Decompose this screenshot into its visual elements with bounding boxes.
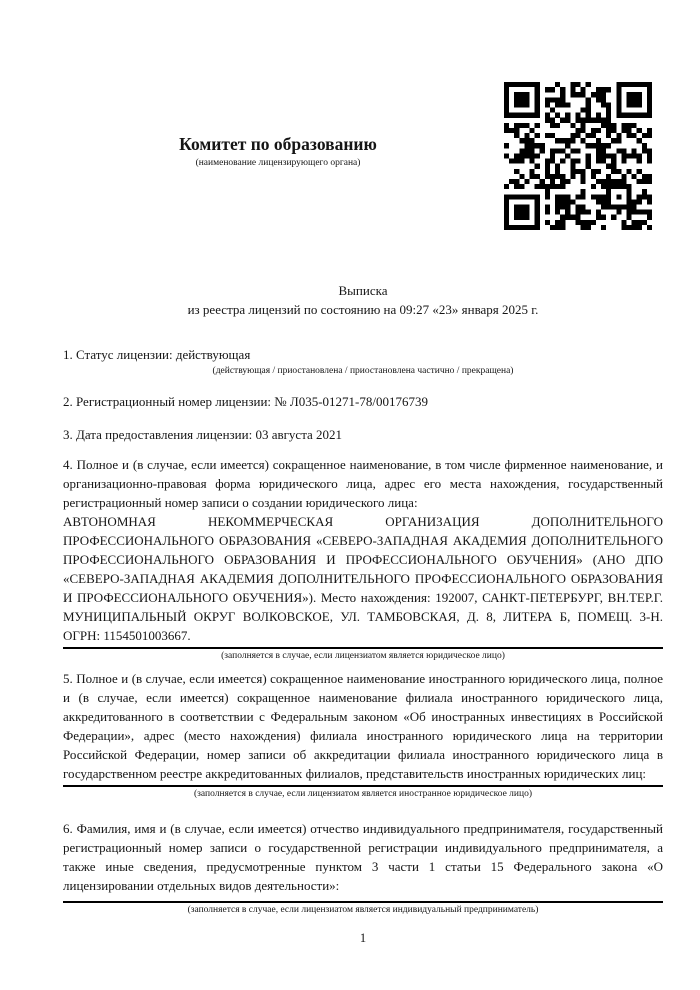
- blank-field-line: [63, 647, 663, 649]
- legal-entity-clause: 4. Полное и (в случае, если имеется) сокращенное наименование, в том числе фирменное наименование, и организационно-правовая форма юридического лица, адрес его места нахождения, государственный регистрационный номер записи о создании юридического лица:: [63, 457, 663, 510]
- licensing-authority-name: Комитет по образованию: [179, 134, 377, 154]
- individual-entrepreneur-clause: 6. Фамилия, имя и (в случае, если имеется) отчество индивидуального предпринимателя, государственный регистрационный номер записи о государственной регистрации индивидуального предпринимателя, а также иные сведения, предусмотренные пунктом 3 части 1 статьи 15 Федерального закона «О лицензировании отдельных видов деятельности»:: [63, 821, 663, 893]
- license-status-line: 1. Статус лицензии: действующая: [63, 347, 251, 362]
- document-title-line2: из реестра лицензий по состоянию на 09:27 «23» января 2025 г.: [187, 302, 539, 317]
- license-grant-date-line: 3. Дата предоставления лицензии: 03 августа 2021: [63, 427, 343, 442]
- blank-field-line: [63, 785, 663, 787]
- foreign-entity-clause: 5. Полное и (в случае, если имеется) сокращенное наименование иностранного юридического лица, полное и (в случае, если имеется) сокращенное наименование филиала иностранного юридического лица, аккредитованного в соответствии с Федеральным законом «Об иностранных инвестициях в Российской Федерации», адрес (место нахождения) филиала иностранного юридического лица на территории Российской Федерации, номер записи об аккредитации филиала иностранного юридического лица в государственном реестре аккредитованных филиалов, представительств иностранных юридических лиц:: [63, 671, 663, 781]
- legal-entity-details: АВТОНОМНАЯ НЕКОММЕРЧЕСКАЯ ОРГАНИЗАЦИЯ ДОПОЛНИТЕЛЬНОГО ПРОФЕССИОНАЛЬНОГО ОБРАЗОВАНИЯ «СЕВЕРО-ЗАПАДНАЯ АКАДЕМИЯ ДОПОЛНИТЕЛЬНОГО ПРОФЕССИОНАЛЬНОГО ОБРАЗОВАНИЯ И ПРОФЕССИОНАЛЬНОГО ОБУЧЕНИЯ» (АНО ДПО «СЕВЕРО-ЗАПАДНАЯ АКАДЕМИЯ ДОПОЛНИТЕЛЬНОГО ПРОФЕССИОНАЛЬНОГО ОБРАЗОВАНИЯ И ПРОФЕССИОНАЛЬНОГО ОБУЧЕНИЯ»). Место нахождения: 192007, САНКТ-ПЕТЕРБУРГ, ВН.ТЕР.Г. МУНИЦИПАЛЬНЫЙ ОКРУГ ВОЛКОВСКОЕ, УЛ. ТАМБОВСКАЯ, Д. 8, ЛИТЕРА Б, ПОМЕЩ. 3-Н. ОГРН: 1154501003667.: [63, 514, 663, 643]
- document-title: [63, 281, 663, 319]
- foreign-entity-caption: (заполняется в случае, если лицензиатом является иностранное юридическое лицо): [194, 789, 532, 799]
- document-title-line1: Выписка: [338, 283, 388, 298]
- individual-entrepreneur-caption: (заполняется в случае, если лицензиатом является индивидуальный предприниматель): [187, 905, 539, 915]
- blank-field-line: [63, 901, 663, 903]
- page-number: 1: [359, 931, 367, 945]
- legal-entity-caption: (заполняется в случае, если лицензиатом является юридическое лицо): [221, 651, 505, 661]
- licensing-authority-caption: (наименование лицензирующего органа): [195, 158, 361, 168]
- licensing-authority-header: [63, 133, 493, 169]
- license-status-caption: (действующая / приостановлена / приостановлена частично / прекращена): [212, 366, 514, 376]
- registration-number-line: 2. Регистрационный номер лицензии: № Л035-01271-78/00176739: [63, 394, 429, 409]
